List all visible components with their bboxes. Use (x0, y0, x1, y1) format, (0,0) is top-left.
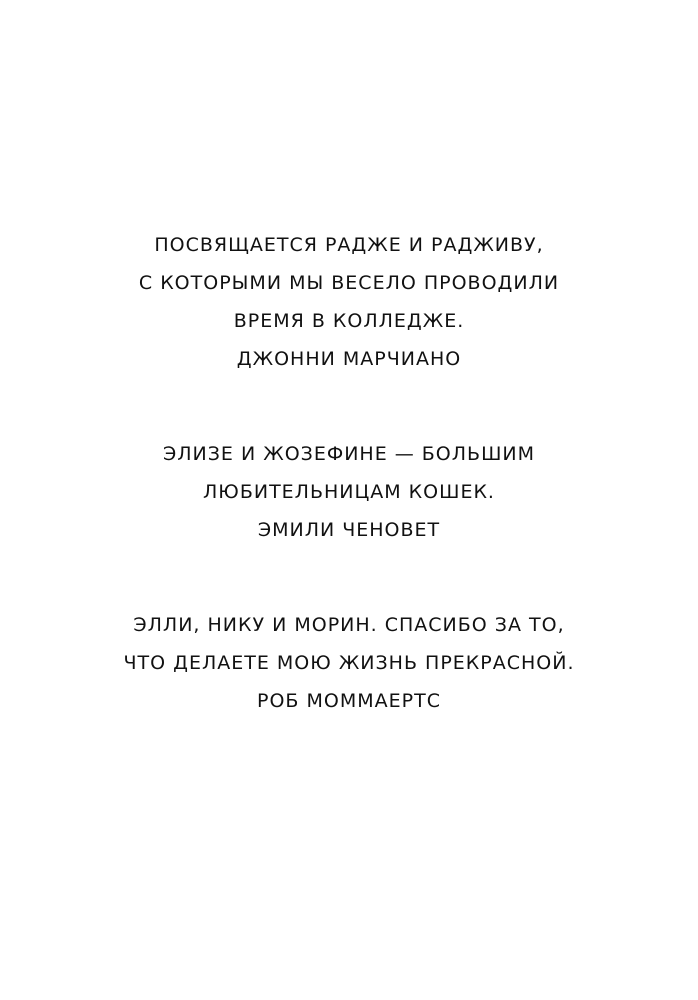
dedications-block (0, 226, 698, 777)
dedication-author: РОБ МОММАЕРТС (257, 690, 441, 712)
dedication-text-line: ЛЮБИТЕЛЬНИЦАМ КОШЕК. (203, 481, 495, 503)
dedication-text-line: ВРЕМЯ В КОЛЛЕДЖЕ. (233, 310, 465, 332)
dedication-text-line: ПОСВЯЩАЕТСЯ РАДЖЕ И РАДЖИВУ, (154, 234, 544, 256)
dedication-text-line: ЭЛЛИ, НИКУ И МОРИН. СПАСИБО ЗА ТО, (133, 614, 565, 636)
dedication-text-line: С КОТОРЫМИ МЫ ВЕСЕЛО ПРОВОДИЛИ (138, 272, 560, 294)
dedication-marciano (0, 226, 698, 378)
dedication-chenoweth (0, 435, 698, 549)
dedication-text-line: ЧТО ДЕЛАЕТЕ МОЮ ЖИЗНЬ ПРЕКРАСНОЙ. (123, 652, 575, 674)
dedication-mommaerts (0, 606, 698, 720)
dedication-text-line: ЭЛИЗЕ И ЖОЗЕФИНЕ — БОЛЬШИМ (162, 443, 536, 465)
dedication-author: ДЖОННИ МАРЧИАНО (236, 348, 462, 370)
dedication-author: ЭМИЛИ ЧЕНОВЕТ (257, 519, 441, 541)
